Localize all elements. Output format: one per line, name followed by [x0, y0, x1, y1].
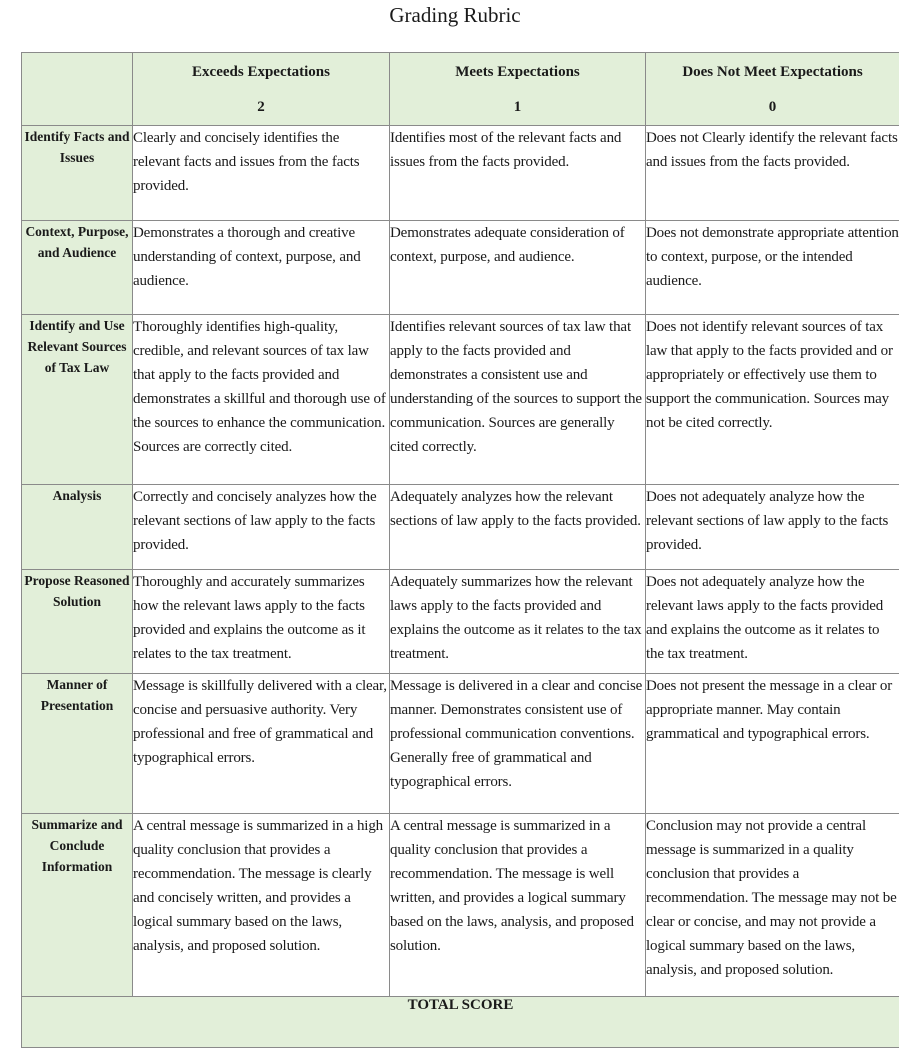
level-points: 0 — [646, 81, 899, 116]
meets-cell: A central message is summarized in a quality conclusion that provides a recommendation. The message is well written, and provides a logical summary based on the laws, analysis, and proposed solution. — [390, 814, 646, 997]
header-corner-cell — [22, 53, 133, 126]
header-row — [22, 53, 899, 126]
does-not-meet-cell: Does not identify relevant sources of tax law that apply to the facts provided and or appropriately or effectively use them to support the communication. Sources may not be cited correctly. — [646, 315, 899, 485]
table-row — [22, 674, 899, 814]
table-row — [22, 221, 899, 315]
does-not-meet-cell: Conclusion may not provide a central message is summarized in a quality conclusion that provides a recommendation. The message may not be clear or concise, and may not provide a logical summary based on the laws, analysis, and proposed solution. — [646, 814, 899, 997]
meets-cell: Adequately analyzes how the relevant sections of law apply to the facts provided. — [390, 485, 646, 570]
exceeds-cell: Correctly and concisely analyzes how the relevant sections of law apply to the facts provided. — [133, 485, 390, 570]
table-row — [22, 485, 899, 570]
does-not-meet-cell: Does not demonstrate appropriate attention to context, purpose, or the intended audience. — [646, 221, 899, 315]
total-row — [22, 997, 899, 1048]
exceeds-cell: Clearly and concisely identifies the relevant facts and issues from the facts provided. — [133, 126, 390, 221]
level-name: Does Not Meet Expectations — [646, 53, 899, 81]
total-score-label: TOTAL SCORE — [22, 997, 899, 1048]
criterion-cell: Propose Reasoned Solution — [22, 570, 133, 674]
exceeds-cell: Message is skillfully delivered with a clear, concise and persuasive authority. Very professional and free of grammatical and typographical errors. — [133, 674, 390, 814]
does-not-meet-cell: Does not adequately analyze how the relevant sections of law apply to the facts provided. — [646, 485, 899, 570]
exceeds-cell: Demonstrates a thorough and creative understanding of context, purpose, and audience. — [133, 221, 390, 315]
criterion-cell: Summarize and Conclude Information — [22, 814, 133, 997]
meets-cell: Demonstrates adequate consideration of context, purpose, and audience. — [390, 221, 646, 315]
exceeds-cell: Thoroughly and accurately summarizes how the relevant laws apply to the facts provided and explains the outcome as it relates to the tax treatment. — [133, 570, 390, 674]
meets-cell: Adequately summarizes how the relevant laws apply to the facts provided and explains the outcome as it relates to the tax treatment. — [390, 570, 646, 674]
header-does-not-meet — [646, 53, 899, 126]
table-row — [22, 814, 899, 997]
does-not-meet-cell: Does not Clearly identify the relevant facts and issues from the facts provided. — [646, 126, 899, 221]
header-exceeds — [133, 53, 390, 126]
exceeds-cell: Thoroughly identifies high-quality, credible, and relevant sources of tax law that apply to the facts provided and demonstrates a skillful and thorough use of the sources to enhance the communication. Sources are correctly cited. — [133, 315, 390, 485]
table-row — [22, 126, 899, 221]
criterion-cell: Manner of Presentation — [22, 674, 133, 814]
level-name: Exceeds Expectations — [133, 53, 389, 81]
does-not-meet-cell: Does not adequately analyze how the relevant laws apply to the facts provided and explains the outcome as it relates to the tax treatment. — [646, 570, 899, 674]
level-points: 1 — [390, 81, 645, 116]
level-name: Meets Expectations — [390, 53, 645, 81]
does-not-meet-cell: Does not present the message in a clear or appropriate manner. May contain grammatical and typographical errors. — [646, 674, 899, 814]
rubric-table — [21, 52, 899, 1048]
meets-cell: Identifies relevant sources of tax law that apply to the facts provided and demonstrates a consistent use and understanding of the sources to support the communication. Sources are generally cited correctly. — [390, 315, 646, 485]
criterion-cell: Context, Purpose, and Audience — [22, 221, 133, 315]
table-row — [22, 315, 899, 485]
meets-cell: Identifies most of the relevant facts and issues from the facts provided. — [390, 126, 646, 221]
header-meets — [390, 53, 646, 126]
criterion-cell: Identify and Use Relevant Sources of Tax Law — [22, 315, 133, 485]
level-points: 2 — [133, 81, 389, 116]
table-row — [22, 570, 899, 674]
exceeds-cell: A central message is summarized in a high quality conclusion that provides a recommendation. The message is clearly and concisely written, and provides a logical summary based on the laws, analysis, and proposed solution. — [133, 814, 390, 997]
meets-cell: Message is delivered in a clear and concise manner. Demonstrates consistent use of professional communication conventions. Generally free of grammatical and typographical errors. — [390, 674, 646, 814]
document-title: Grading Rubric — [0, 2, 899, 28]
criterion-cell: Identify Facts and Issues — [22, 126, 133, 221]
criterion-cell: Analysis — [22, 485, 133, 570]
